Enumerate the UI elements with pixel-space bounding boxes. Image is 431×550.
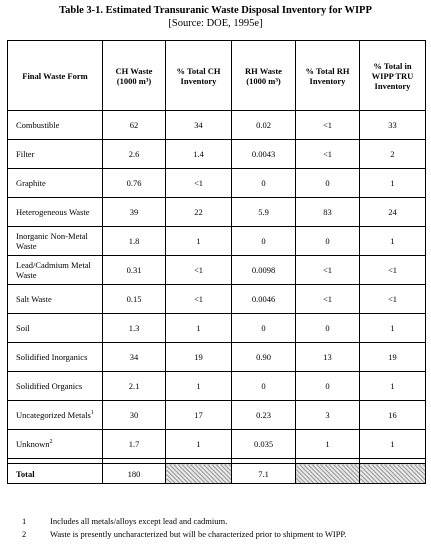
table-row [8,430,426,459]
cell-final-waste-form [8,198,103,227]
cell-pct-total-wipp-text: <1 [387,294,398,304]
table-row [8,314,426,343]
table-row [8,401,426,430]
shaded-cell [360,464,426,484]
total-ch-waste: 180 [103,464,166,484]
table-title: Table 3-1. Estimated Transuranic Waste Disposal Inventory for WIPP [59,5,372,16]
cell-rh-waste-text: 0.02 [256,120,271,130]
cell-pct-total-ch [166,285,232,314]
cell-pct-total-rh-text: <1 [322,120,333,130]
cell-pct-total-ch [166,169,232,198]
cell-final-waste-form [8,256,103,285]
cell-final-waste-form-text: Graphite [16,178,46,188]
table-row [8,198,426,227]
cell-rh-waste-text: 0.0046 [251,294,276,304]
cell-rh-waste [232,430,296,459]
cell-rh-waste [232,140,296,169]
cell-final-waste-form-text: Uncategorized Metals [16,410,91,420]
cell-pct-total-wipp [360,111,426,140]
cell-pct-total-wipp [360,401,426,430]
cell-final-waste-form [8,372,103,401]
cell-ch-waste [103,285,166,314]
cell-rh-waste [232,169,296,198]
inventory-table [7,40,426,484]
header-row [8,41,426,111]
cell-ch-waste-text: 1.3 [128,323,140,333]
cell-final-waste-form [8,343,103,372]
cell-ch-waste [103,372,166,401]
cell-rh-waste-text: 0.0043 [251,149,276,159]
cell-pct-total-ch-text: 34 [194,120,203,130]
cell-final-waste-form-text: Soil [16,323,30,333]
cell-ch-waste [103,343,166,372]
cell-final-waste-form [8,314,103,343]
header-rh-waste: RH Waste (1000 m³) [232,41,296,111]
cell-rh-waste-text: 0.90 [256,352,271,362]
footnote-marker: 1 [90,410,94,417]
cell-pct-total-wipp-text: 2 [390,149,395,159]
cell-rh-waste [232,227,296,256]
cell-ch-waste-text: 39 [129,207,139,217]
footnote [22,528,422,541]
cell-pct-total-wipp [360,314,426,343]
cell-ch-waste-text: 62 [129,120,139,130]
cell-rh-waste-text: 0.0098 [251,265,276,275]
cell-pct-total-rh [296,198,360,227]
header-pct-total-wipp: % Total in WIPP TRU Inventory [360,41,426,111]
cell-final-waste-form-text: Inorganic Non-Metal Waste [16,231,88,251]
cell-rh-waste [232,372,296,401]
cell-pct-total-ch-text: 1 [196,439,201,449]
cell-pct-total-rh [296,111,360,140]
cell-final-waste-form-text: Lead/Cadmium Metal Waste [16,260,91,280]
cell-pct-total-ch [166,314,232,343]
cell-rh-waste [232,111,296,140]
cell-rh-waste [232,401,296,430]
cell-ch-waste [103,314,166,343]
cell-final-waste-form-text: Solidified Inorganics [16,352,88,362]
cell-pct-total-ch-text: 1.4 [193,149,204,159]
cell-ch-waste [103,256,166,285]
footnote-text: Waste is presently uncharacterized but will be characterized prior to shipment to WIPP. [50,529,347,539]
cell-pct-total-rh-text: 0 [325,236,330,246]
cell-pct-total-wipp [360,372,426,401]
cell-final-waste-form [8,285,103,314]
cell-pct-total-wipp-text: 1 [390,236,395,246]
cell-final-waste-form-text: Salt Waste [16,294,52,304]
cell-pct-total-rh-text: 0 [325,323,330,333]
cell-pct-total-ch-text: 1 [196,236,201,246]
footnote [22,515,422,528]
cell-pct-total-rh-text: <1 [322,265,333,275]
cell-pct-total-ch [166,430,232,459]
cell-rh-waste-text: 0.035 [253,439,274,449]
cell-pct-total-rh [296,285,360,314]
cell-pct-total-ch-text: 19 [194,352,203,362]
cell-rh-waste [232,285,296,314]
table-row [8,140,426,169]
cell-pct-total-wipp [360,256,426,285]
cell-pct-total-ch [166,227,232,256]
shaded-cell [296,464,360,484]
shaded-cell [166,464,232,484]
cell-ch-waste [103,401,166,430]
table-row [8,227,426,256]
table-row [8,169,426,198]
cell-pct-total-ch-text: <1 [193,178,204,188]
cell-pct-total-rh [296,256,360,285]
footnote-number: 2 [22,529,27,539]
cell-rh-waste [232,256,296,285]
cell-pct-total-ch-text: 1 [196,381,201,391]
cell-pct-total-rh-text: 0 [325,178,330,188]
cell-pct-total-rh-text: 3 [325,410,330,420]
cell-ch-waste-text: 1.8 [128,236,140,246]
cell-rh-waste-text: 0 [261,178,266,188]
cell-rh-waste-text: 5.9 [258,207,269,217]
cell-final-waste-form-text: Filter [16,149,35,159]
cell-rh-waste-text: 0 [261,323,266,333]
cell-ch-waste [103,430,166,459]
cell-rh-waste [232,314,296,343]
cell-pct-total-wipp [360,430,426,459]
table-source: [Source: DOE, 1995e] [168,18,263,29]
cell-ch-waste [103,140,166,169]
cell-pct-total-rh-text: 1 [325,439,330,449]
cell-pct-total-wipp-text: 33 [388,120,397,130]
cell-pct-total-rh [296,430,360,459]
total-row [8,464,426,484]
cell-pct-total-wipp-text: 1 [390,178,395,188]
cell-pct-total-rh [296,372,360,401]
footnote-marker: 2 [49,439,53,446]
cell-pct-total-wipp-text: 16 [388,410,397,420]
cell-pct-total-rh [296,343,360,372]
cell-ch-waste-text: 0.76 [126,178,142,188]
cell-pct-total-wipp [360,140,426,169]
cell-pct-total-wipp-text: <1 [387,265,398,275]
cell-final-waste-form [8,227,103,256]
cell-pct-total-rh-text: 83 [323,207,332,217]
cell-pct-total-ch-text: 17 [194,410,203,420]
cell-pct-total-ch [166,372,232,401]
cell-ch-waste-text: 2.1 [128,381,140,391]
cell-pct-total-ch-text: <1 [193,265,204,275]
cell-pct-total-rh [296,140,360,169]
cell-pct-total-ch [166,256,232,285]
table-caption [0,5,431,30]
cell-pct-total-wipp [360,285,426,314]
cell-pct-total-rh [296,401,360,430]
cell-rh-waste [232,198,296,227]
cell-final-waste-form [8,430,103,459]
table-row [8,256,426,285]
cell-final-waste-form-text: Combustible [16,120,60,130]
cell-ch-waste [103,198,166,227]
cell-final-waste-form [8,169,103,198]
cell-ch-waste [103,169,166,198]
cell-final-waste-form [8,111,103,140]
cell-pct-total-wipp [360,198,426,227]
table-row [8,343,426,372]
cell-pct-total-wipp-text: 1 [390,323,395,333]
cell-pct-total-rh [296,227,360,256]
cell-pct-total-rh-text: <1 [322,294,333,304]
cell-pct-total-rh-text: <1 [322,149,333,159]
cell-ch-waste [103,111,166,140]
cell-pct-total-rh [296,314,360,343]
cell-pct-total-ch-text: 22 [194,207,203,217]
cell-final-waste-form [8,401,103,430]
cell-pct-total-wipp-text: 19 [388,352,397,362]
table-row [8,111,426,140]
cell-pct-total-rh-text: 0 [325,381,330,391]
cell-pct-total-wipp-text: 1 [390,439,395,449]
table-row [8,372,426,401]
cell-rh-waste [232,343,296,372]
cell-pct-total-wipp-text: 1 [390,381,395,391]
cell-rh-waste-text: 0 [261,236,266,246]
cell-pct-total-wipp [360,343,426,372]
cell-ch-waste [103,227,166,256]
cell-pct-total-ch [166,111,232,140]
cell-pct-total-wipp [360,169,426,198]
cell-pct-total-rh-text: 13 [323,352,332,362]
footnotes [22,515,422,541]
header-ch-waste: CH Waste (1000 m³) [103,41,166,111]
cell-final-waste-form-text: Heterogeneous Waste [16,207,90,217]
header-pct-total-ch: % Total CH Inventory [166,41,232,111]
cell-pct-total-wipp-text: 24 [388,207,397,217]
table-row [8,285,426,314]
cell-final-waste-form-text: Unknown [16,439,50,449]
cell-pct-total-ch [166,343,232,372]
footnote-text: Includes all metals/alloys except lead and cadmium. [50,516,228,526]
cell-final-waste-form-text: Solidified Organics [16,381,83,391]
cell-ch-waste-text: 1.7 [128,439,140,449]
cell-final-waste-form [8,140,103,169]
cell-ch-waste-text: 2.6 [128,149,140,159]
cell-pct-total-rh [296,169,360,198]
header-final-waste-form: Final Waste Form [8,41,103,111]
cell-ch-waste-text: 0.31 [126,265,142,275]
cell-rh-waste-text: 0.23 [256,410,271,420]
cell-ch-waste-text: 34 [129,352,139,362]
cell-rh-waste-text: 0 [261,381,266,391]
cell-pct-total-ch [166,140,232,169]
cell-ch-waste-text: 30 [129,410,139,420]
cell-pct-total-ch-text: <1 [193,294,204,304]
cell-pct-total-ch [166,401,232,430]
cell-pct-total-ch-text: 1 [196,323,201,333]
footnote-number: 1 [22,516,27,526]
total-label: Total [8,464,103,484]
header-pct-total-rh: % Total RH Inventory [296,41,360,111]
cell-pct-total-wipp [360,227,426,256]
cell-pct-total-ch [166,198,232,227]
cell-ch-waste-text: 0.15 [126,294,142,304]
total-rh-waste: 7.1 [232,464,296,484]
